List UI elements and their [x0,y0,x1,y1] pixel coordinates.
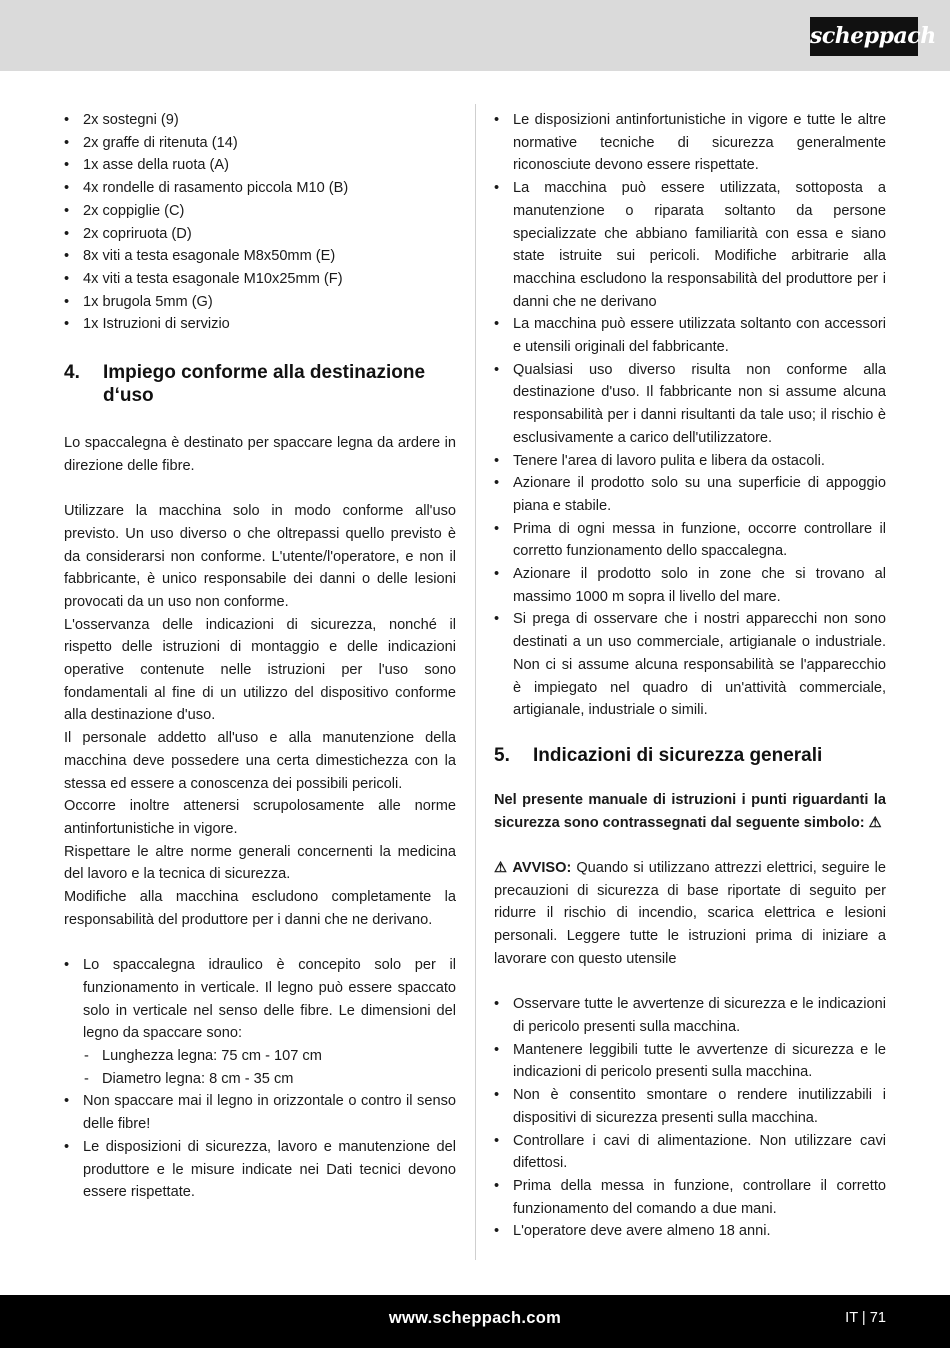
paragraph: Il personale addetto all'uso e alla manutenzione della macchina deve possedere una certa dimestichezza con la stessa ed essere a conoscenza dei possibili pericoli. [64,730,456,792]
list-item: • Azionare il prodotto solo su una superficie di appoggio piana e stabile. [494,472,886,517]
warning-label: ⚠ AVVISO: [494,860,572,877]
safety-list [494,993,886,1243]
warning-paragraph [494,857,886,971]
column-divider [475,104,476,1260]
list-item: • La macchina può essere utilizzata soltanto con accessori e utensili originali del fabbricante. [494,313,886,358]
section-title: Indicazioni di sicurezza generali [533,744,823,766]
parts-list [64,109,456,336]
warning-text: Quando si utilizzano attrezzi elettrici, seguire le precauzioni di sicurezza di base riportate di seguito per ridurre il rischio di incendio, scarica elettrica e lesioni personali. Leggere tutte le istruzioni prima di iniziare a lavorare con questo utensile [494,860,886,967]
left-column [64,109,456,1204]
list-item: • 4x viti a testa esagonale M10x25mm (F) [64,268,456,291]
section-5-heading [494,744,886,767]
usage-list [64,954,456,1204]
section-title: Impiego conforme alla destinazione d‘uso [103,362,426,407]
paragraph: Utilizzare la macchina solo in modo conforme all'uso previsto. Un uso diverso o che oltrepassi quello previsto è da considerarsi non conforme. L'utente/l'operatore, e non il fabbricante, è unico responsabile dei danni o delle lesioni provocati da un uso non conforme. [64,503,456,610]
list-item: • 1x brugola 5mm (G) [64,291,456,314]
footer-bar [0,1295,950,1348]
list-item: • Osservare tutte le avvertenze di sicurezza e le indicazioni di pericolo presenti sulla macchina. [494,993,886,1038]
dimension-list [83,1045,456,1090]
paragraph: L'osservanza delle indicazioni di sicurezza, nonché il rispetto delle istruzioni di montaggio e delle indicazioni operative contenute nelle istruzioni per l'uso sono fondamentali al fine di un utilizzo del dispositivo conforme alla destinazione d'uso. [64,616,456,724]
paragraph: Modifiche alla macchina escludono completamente la responsabilità del produttore per i danni che ne derivano. [64,889,456,928]
list-item: • Prima di ogni messa in funzione, occorre controllare il corretto funzionamento dello spaccalegna. [494,518,886,563]
list-item: • Tenere l'area di lavoro pulita e libera da ostacoli. [494,450,886,473]
list-item: • 2x copriruota (D) [64,223,456,246]
list-item: • Non è consentito smontare o rendere inutilizzabili i dispositivi di sicurezza presenti sulla macchina. [494,1084,886,1129]
list-item: • 8x viti a testa esagonale M8x50mm (E) [64,245,456,268]
list-item: • Mantenere leggibili tutte le avvertenze di sicurezza e le indicazioni di pericolo presenti sulla macchina. [494,1039,886,1084]
list-item: • 1x asse della ruota (A) [64,154,456,177]
list-item: • 4x rondelle di rasamento piccola M10 (B) [64,177,456,200]
list-item: • 2x graffe di ritenuta (14) [64,132,456,155]
list-item: - Diametro legna: 8 cm - 35 cm [83,1068,456,1091]
list-item: • L'operatore deve avere almeno 18 anni. [494,1220,886,1243]
paragraph: Rispettare le altre norme generali concernenti la medicina del lavoro e la tecnica di sicurezza. [64,843,456,883]
safety-intro: Nel presente manuale di istruzioni i punti riguardanti la sicurezza sono contrassegnati dal seguente simbolo: ⚠ [494,791,886,831]
section-4-heading [64,361,456,407]
list-item-text: Lo spaccalegna idraulico è concepito solo per il funzionamento in verticale. Il legno può essere spaccato solo in verticale nel senso delle fibre. Le dimensioni del legno da spaccare sono: [83,957,456,1042]
list-item: • Le disposizioni di sicurezza, lavoro e manutenzione del produttore e le misure indicate nei Dati tecnici devono essere rispettate. [64,1136,456,1204]
list-item: • La macchina può essere utilizzata, sottoposta a manutenzione o riparata soltanto da persone specializzate che abbiano familiarità con essa e siano state istruite sui pericoli. Modifiche arbitrarie alla macchina escludono la responsabilità del produttore per i danni che ne derivano [494,177,886,313]
list-item: • Si prega di osservare che i nostri apparecchi non sono destinati a un uso commerciale, artigianale o industriale. Non ci si assume alcuna responsabilità se l'apparecchio è impiegato nel quadro di un'attività commerciale, artigianale, industriale o simili. [494,608,886,722]
list-item: • 2x sostegni (9) [64,109,456,132]
section-number: 4. [64,362,80,384]
list-item: • Qualsiasi uso diverso risulta non conforme alla destinazione d'uso. Il fabbricante non si assume alcuna responsabilità per i danni risultanti da tale uso; il rischio è esclusivamente a carico dell'utilizzatore. [494,359,886,450]
brand-logo: scheppach [810,17,918,56]
list-item [64,954,456,1090]
list-item: • Le disposizioni antinfortunistiche in vigore e tutte le altre normative tecniche di sicurezza generalmente riconosciute devono essere rispettate. [494,109,886,177]
rules-list [494,109,886,722]
paragraph: Occorre inoltre attenersi scrupolosamente alle norme antinfortunistiche in vigore. [64,798,456,837]
paragraph: Lo spaccalegna è destinato per spaccare legna da ardere in direzione delle fibre. [64,435,456,474]
right-column [494,109,886,1243]
page-number: IT | 71 [845,1310,886,1326]
list-item: • Controllare i cavi di alimentazione. Non utilizzare cavi difettosi. [494,1130,886,1175]
list-item: • Azionare il prodotto solo in zone che si trovano al massimo 1000 m sopra il livello del mare. [494,563,886,608]
list-item: - Lunghezza legna: 75 cm - 107 cm [83,1045,456,1068]
header-bar [0,0,950,71]
list-item: • 1x Istruzioni di servizio [64,313,456,336]
list-item: • Prima della messa in funzione, controllare il corretto funzionamento del comando a due mani. [494,1175,886,1220]
list-item: • 2x coppiglie (C) [64,200,456,223]
section-number: 5. [494,744,510,766]
list-item: • Non spaccare mai il legno in orizzontale o contro il senso delle fibre! [64,1090,456,1135]
website-link[interactable]: www.scheppach.com [388,1309,562,1327]
